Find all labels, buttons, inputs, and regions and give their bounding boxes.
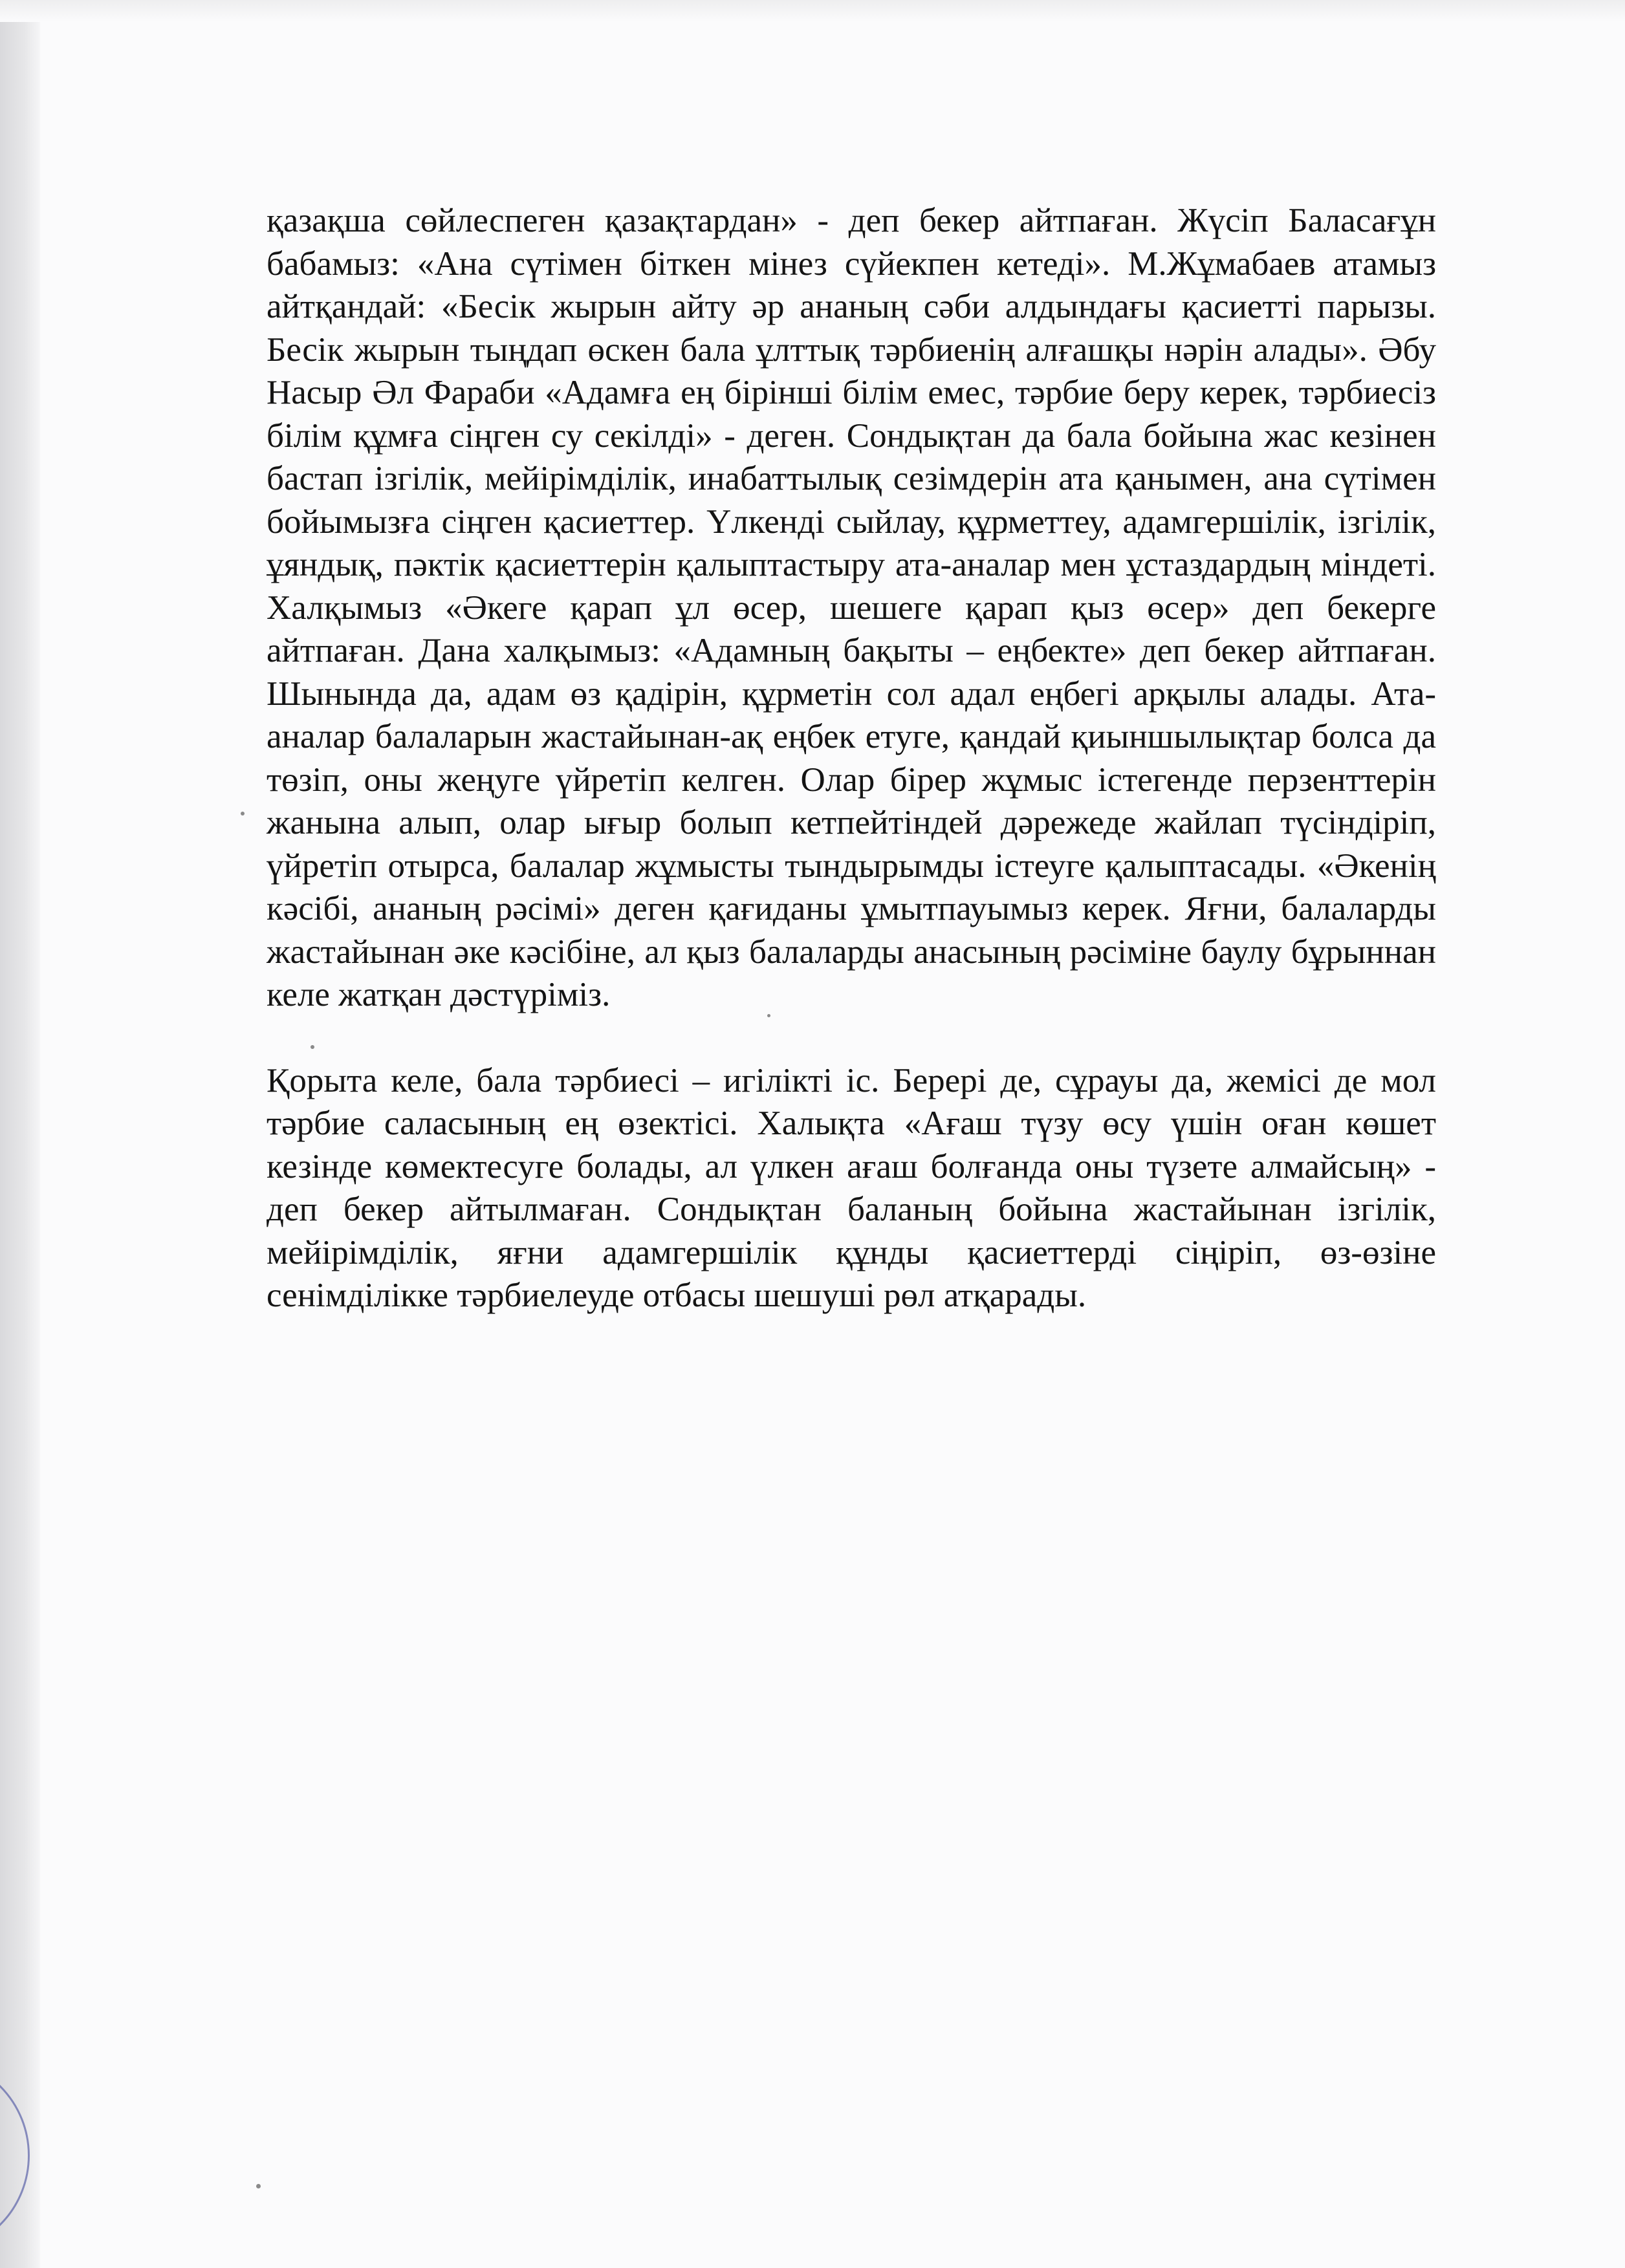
document-body [267, 199, 1436, 1317]
scan-shadow-left [0, 0, 40, 2268]
paragraph-2: Қорыта келе, бала тәрбиесі – игілікті іс. Берері де, сұрауы да, жемісі де мол тәрбие саласының ең өзектісі. Халықта «Ағаш түзу өсу үшін оған көшет кезінде көмектесуге болады, ал үлкен ағаш болғанда оны түзете алмайсың» - деп бекер айтылмаған. Сондықтан баланың бойына жастайынан ізгілік, мейірімділік, яғни адамгершілік құнды қасиеттерді сіңіріп, өз-өзіне сенімділікке тәрбиелеуде отбасы шешуші рөл атқарады. [267, 1061, 1436, 1314]
scan-speck [767, 1014, 770, 1017]
scan-speck [256, 2184, 261, 2188]
paragraph-1: қазақша сөйлеспеген қазақтардан» - деп бекер айтпаған. Жүсіп Баласағұн бабамыз: «Ана сүтімен біткен мінез сүйекпен кетеді». М.Жұмабаев атамыз айтқандай: «Бесік жырын айту әр ананың сәби алдындағы қасиетті парызы. Бесік жырын тыңдап өскен бала ұлттық тәрбиенің алғашқы нәрін алады». Әбу Насыр Әл Фараби «Адамға ең бірінші білім емес, тәрбие беру керек, тәрбиесіз білім құмға сіңген су секілді» - деген. Сондықтан да бала бойына жас кезінен бастап ізгілік, мейірімділік, инабаттылық сезімдерін ата қанымен, ана сүтімен бойымызға сіңген қасиеттер. Үлкенді сыйлау, құрметтеу, адамгершілік, ізгілік, ұяндық, пәктік қасиеттерін қалыптастыру ата-аналар мен ұстаздардың міндеті. Халқымыз «Әкеге қарап ұл өсер, шешеге қарап қыз өсер» деп бекерге айтпаған. Дана халқымыз: «Адамның бақыты – еңбекте» деп бекер айтпаған. Шынында да, адам өз қадірін, құрметін сол адал еңбегі арқылы алады. Ата-аналар балаларын жастайынан-ақ еңбек етуге, қандай қиыншылықтар болса да төзіп, оны жеңуге үйретіп келген. Олар бірер жұмыс істегенде перзенттерін жанына алып, олар ығыр болып кетпейтіндей дәрежеде жайлап түсіндіріп, үйретіп отырса, балалар жұмысты тындырымды істеуге қалыптасады. «Әкенің кәсібі, ананың рәсімі» деген қағиданы ұмытпауымыз керек. Яғни, балаларды жастайынан әке кәсібіне, ал қыз балаларды анасының рәсіміне баулу бұрыннан келе жатқан дәстүріміз. [267, 202, 1436, 1013]
scan-speck [241, 812, 245, 815]
scan-shadow-top [0, 0, 1625, 22]
scan-speck [311, 1045, 314, 1049]
